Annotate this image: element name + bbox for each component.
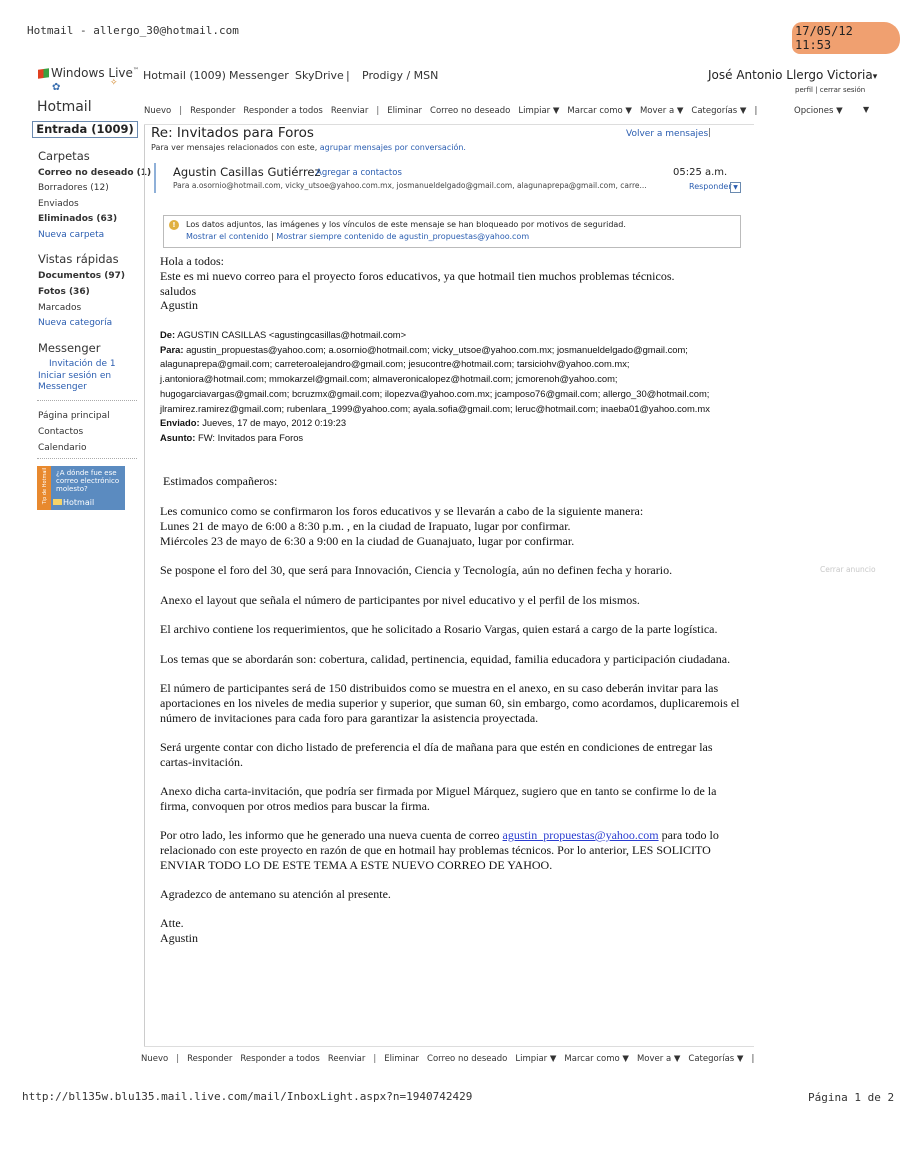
fwd-to-value: agustin_propuestas@yahoo.com; a.osornio@hotmail.com; vicky_utsoe@yahoo.com.mx; josmanueldelgado@gmail.com; [186, 343, 688, 355]
reply-all-button[interactable]: Responder a todos [240, 1054, 320, 1064]
content-left-border [144, 124, 145, 1046]
fwd-to-label: Para: [160, 343, 184, 355]
paragraph-line: firma, convoquen por otros medios para buscar la firma. [160, 798, 430, 813]
user-name: José Antonio Llergo Victoria [708, 68, 873, 82]
folders-heading: Carpetas [38, 149, 90, 163]
warning-link-separator: | [271, 232, 274, 241]
fwd-to-line [160, 343, 750, 358]
messenger-heading: Messenger [38, 341, 101, 355]
ad-text: ¿A dónde fue ese correo electrónico molesto? [56, 469, 120, 493]
shield-warning-icon: ! [169, 220, 179, 230]
msn-small-icon: ✧ [110, 78, 118, 88]
fwd-to-value: jlramirez.ramirez@gmail.com; rubenlara_1999@yahoo.com; ayala.sofia@gmail.com; leruc@hotmail.com; inaeba01@yahoo.com.mx [160, 402, 710, 414]
greeting: Estimados compañeros: [163, 474, 278, 488]
show-content-link[interactable]: Mostrar el contenido [186, 232, 269, 241]
categories-menu[interactable]: Categorías ▼ [691, 106, 747, 116]
paragraph-new-account [160, 828, 719, 872]
related-messages-line [151, 143, 466, 152]
print-url: http://bl135w.blu135.mail.live.com/mail/InboxLight.aspx?n=1940742429 [22, 1090, 473, 1103]
paragraph-line: Les comunico como se confirmaron los foros educativos y se llevarán a cabo de la siguiente manera: [160, 504, 644, 518]
chevron-down-icon: ▾ [872, 72, 878, 82]
fwd-sent-value: Jueves, 17 de mayo, 2012 0:19:23 [202, 417, 347, 429]
user-name-menu[interactable] [708, 68, 877, 82]
paragraph-participants [160, 681, 739, 725]
paragraph-line: cartas-invitación. [160, 754, 243, 769]
paragraph-line [160, 828, 719, 843]
reply-button[interactable]: Responder [187, 1054, 233, 1064]
ad-tab [37, 466, 51, 510]
sidebar-item-sent[interactable]: Enviados [38, 199, 79, 209]
print-page-number: Página 1 de 2 [808, 1091, 895, 1104]
sweep-menu[interactable]: Limpiar ▼ [518, 106, 560, 116]
fwd-sent-label: Enviado: [160, 417, 200, 429]
sidebar-item-drafts[interactable]: Borradores (12) [38, 183, 109, 193]
junk-button[interactable]: Correo no deseado [427, 1054, 508, 1064]
closing-line: Atte. [160, 916, 184, 930]
fwd-from-line [160, 328, 750, 343]
intro-block [160, 254, 675, 313]
paragraph-line: El número de participantes será de 150 distribuidos como se muestra en el anexo, en su caso deberán invitar para las [160, 681, 719, 695]
sidebar-item-inbox[interactable]: Entrada (1009) [32, 121, 138, 138]
bottom-divider [144, 1046, 754, 1047]
toolbar-separator: | [373, 1054, 377, 1064]
junk-button[interactable]: Correo no deseado [430, 106, 511, 116]
paragraph-schedule [160, 504, 643, 548]
fwd-subject-label: Asunto: [160, 431, 196, 443]
sidebar-item-photos[interactable]: Fotos (36) [38, 287, 90, 297]
fwd-sent-line [160, 416, 750, 431]
recipients-line: Para a.osornio@hotmail.com, vicky_utsoe@yahoo.com.mx, josmanueldelgado@gmail.com, alagunaprepa@gmail.com, carre... [173, 181, 647, 190]
text-span: para todo lo [658, 828, 719, 842]
fwd-from-label: De: [160, 329, 176, 340]
back-to-messages-link[interactable]: Volver a mensajes [626, 129, 709, 139]
paragraph-requirements: El archivo contiene los requerimientos, que he solicitado a Rosario Vargas, quien estará a cargo de la parte logística. [160, 622, 718, 636]
fwd-to-value: alagunaprepa@gmail.com; carreteroalejandro@gmail.com; jesucontre@hotmail.com; tarsiciohv@yahoo.com.mx; [160, 358, 630, 370]
paragraph-invitation [160, 784, 716, 814]
closing [160, 916, 198, 946]
intro-line: Hola a todos: [160, 254, 224, 268]
paragraph-urgent [160, 740, 713, 770]
nav-separator: | [346, 69, 350, 82]
logo-tm: ™ [132, 67, 139, 74]
sidebar-title[interactable]: Hotmail [37, 99, 92, 115]
fwd-to-value: hugogarciavargas@gmail.com; bcruzmx@gmail.com; ilopezva@yahoo.com.mx; jcamposo76@gmail.com; allergo_30@hotmail.com; [160, 387, 710, 399]
user-links[interactable]: perfil | cerrar sesión [795, 86, 866, 94]
sweep-menu[interactable]: Limpiar ▼ [515, 1054, 557, 1064]
paragraph-line: Será urgente contar con dicho listado de preferencia el día de mañana para que estén en condiciones de entregar las [160, 740, 713, 754]
message-subject: Re: Invitados para Foros [151, 125, 314, 141]
move-to-menu[interactable]: Mover a ▼ [636, 1054, 681, 1064]
sender-name[interactable]: Agustin Casillas Gutiérrez [173, 165, 321, 179]
closing-line: Agustin [160, 930, 199, 945]
paragraph-postpone: Se pospone el foro del 30, que será para Innovación, Ciencia y Tecnología, aún no definen fecha y horario. [160, 563, 673, 577]
forward-button[interactable]: Reenviar [330, 106, 369, 116]
sidebar-item-flagged[interactable]: Marcados [38, 303, 82, 313]
fwd-subject-line [160, 431, 750, 446]
nav-skydrive[interactable]: SkyDrive [295, 69, 344, 82]
fwd-subject-value: FW: Invitados para Foros [198, 431, 304, 443]
sidebar-item-documents[interactable]: Documentos (97) [38, 271, 126, 281]
mark-as-menu[interactable]: Marcar como ▼ [564, 1054, 629, 1064]
forward-button[interactable]: Reenviar [327, 1054, 366, 1064]
group-by-conversation-link[interactable]: agrupar mensajes por conversación. [319, 143, 466, 152]
nav-hotmail[interactable]: Hotmail (1009) [143, 69, 226, 82]
reply-button[interactable]: Responder [190, 106, 236, 116]
new-folder-link[interactable]: Nueva carpeta [38, 230, 105, 240]
quick-views-heading: Vistas rápidas [38, 252, 119, 266]
related-text: Para ver mensajes relacionados con este, [151, 143, 320, 152]
logo-text: Windows Live [51, 66, 133, 80]
toolbar-separator: | [754, 106, 758, 116]
reply-dropdown-icon[interactable]: ▼ [730, 182, 741, 193]
toolbar-separator: | [176, 1054, 180, 1064]
reply-all-button[interactable]: Responder a todos [243, 106, 323, 116]
sidebar-item-junk[interactable]: Correo no deseado (1) [38, 168, 152, 178]
message-toolbar [144, 106, 758, 116]
mark-as-menu[interactable]: Marcar como ▼ [567, 106, 632, 116]
paragraph-line: ENVIAR TODO LO DE ESTE TEMA A ESTE NUEVO CORREO DE YAHOO. [160, 857, 553, 872]
move-to-menu[interactable]: Mover a ▼ [639, 106, 684, 116]
ad-brand: Hotmail [63, 498, 95, 507]
nav-prodigy-msn[interactable]: Prodigy / MSN [362, 69, 439, 82]
print-date-stamp: 17/05/12 11:53 [792, 22, 900, 54]
messenger-login-link[interactable]: Iniciar sesión en Messenger [38, 371, 112, 392]
paragraph-line: relacionado con este proyecto en razón de que en hotmail hay problemas técnicos. Por lo anterior, LES SOLICITO [160, 842, 711, 857]
toolbar-separator: | [751, 1054, 755, 1064]
paragraph-layout: Anexo el layout que señala el número de participantes por nivel educativo y el perfil de los mismos. [160, 593, 640, 607]
security-warning-text: Los datos adjuntos, las imágenes y los vínculos de este mensaje se han bloqueado por motivos de seguridad. [186, 220, 626, 229]
toolbar-separator: | [179, 106, 183, 116]
paragraph-thanks: Agradezco de antemano su atención al presente. [160, 887, 391, 901]
sidebar-link-home[interactable]: Página principal [38, 411, 110, 421]
close-ad-link[interactable]: Cerrar anuncio [820, 565, 876, 574]
windows-live-logo[interactable] [38, 66, 139, 80]
paragraph-line: Lunes 21 de mayo de 6:00 a 8:30 p.m. , en la ciudad de Irapuato, lugar por confirmar. [160, 518, 571, 533]
paragraph-line: aportaciones en los niveles de media superior y superior, que suman 60, sin embargo, como acordamos, duplicaremois el [160, 695, 740, 710]
sidebar-link-calendar[interactable]: Calendario [38, 443, 87, 453]
text-span: Por otro lado, les informo que he generado una nueva cuenta de correo [160, 828, 503, 842]
nav-messenger[interactable]: Messenger [229, 69, 289, 82]
new-button[interactable]: Nuevo [141, 1054, 169, 1064]
sidebar-item-deleted[interactable]: Eliminados (63) [38, 214, 118, 224]
intro-line: saludos [160, 283, 196, 298]
message-time: 05:25 a.m. [673, 167, 728, 178]
intro-line: Este es mi nuevo correo para el proyecto foros educativos, ya que hotmail tien muchos problemas técnicos. [160, 268, 675, 283]
bottom-toolbar [141, 1054, 755, 1064]
chevron-down-icon[interactable]: ▼ [863, 105, 870, 114]
new-category-link[interactable]: Nueva categoría [38, 318, 113, 328]
sender-accent-bar [154, 163, 156, 193]
fwd-from-value: AGUSTIN CASILLAS <agustingcasillas@hotmail.com> [177, 329, 407, 340]
sidebar-divider [37, 458, 137, 459]
options-menu[interactable]: Opciones ▼ [794, 106, 843, 116]
reply-link[interactable]: Responder [689, 182, 732, 191]
sidebar-divider [37, 400, 137, 401]
ad-tab-label: Tip de Hotmail [42, 467, 49, 505]
print-page-title: Hotmail - allergo_30@hotmail.com [27, 24, 239, 37]
envelope-icon [53, 499, 62, 505]
delete-button[interactable]: Eliminar [384, 1054, 420, 1064]
add-to-contacts-link[interactable]: Agregar a contactos [316, 168, 402, 178]
msn-butterfly-icon: ✿ [52, 82, 61, 93]
paragraph-line: número de invitaciones para cada foro para garantizar la asistencia proyectada. [160, 710, 539, 725]
security-warning-links [186, 232, 529, 241]
paragraph-line: Miércoles 23 de mayo de 6:30 a 9:00 en la ciudad de Guanajuato, lugar por confirmar. [160, 533, 575, 548]
categories-menu[interactable]: Categorías ▼ [688, 1054, 744, 1064]
hotmail-tip-ad[interactable] [37, 466, 125, 510]
windows-flag-icon [38, 68, 49, 79]
sidebar-link-contacts[interactable]: Contactos [38, 427, 84, 437]
forwarded-header [160, 328, 750, 446]
delete-button[interactable]: Eliminar [387, 106, 423, 116]
yahoo-email-link[interactable]: agustin_propuestas@yahoo.com [502, 828, 659, 842]
intro-line: Agustin [160, 298, 199, 313]
always-show-content-link[interactable]: Mostrar siempre contenido de agustin_propuestas@yahoo.com [276, 232, 530, 241]
back-link-separator: | [708, 128, 712, 138]
paragraph-topics: Los temas que se abordarán son: cobertura, calidad, pertinencia, equidad, familia educadora y participación ciudadana. [160, 652, 731, 666]
fwd-to-value: j.antoniora@hotmail.com; mmokarzel@gmail.com; almaveronicalopez@hotmail.com; jcmorenoh@yahoo.com; [160, 373, 618, 385]
new-button[interactable]: Nuevo [144, 106, 172, 116]
toolbar-separator: | [376, 106, 380, 116]
paragraph-line: Anexo dicha carta-invitación, que podría ser firmada por Miguel Márquez, sugiero que en tanto se confirme lo de la [160, 784, 717, 798]
messenger-invitation-link[interactable]: Invitación de 1 [49, 359, 116, 369]
